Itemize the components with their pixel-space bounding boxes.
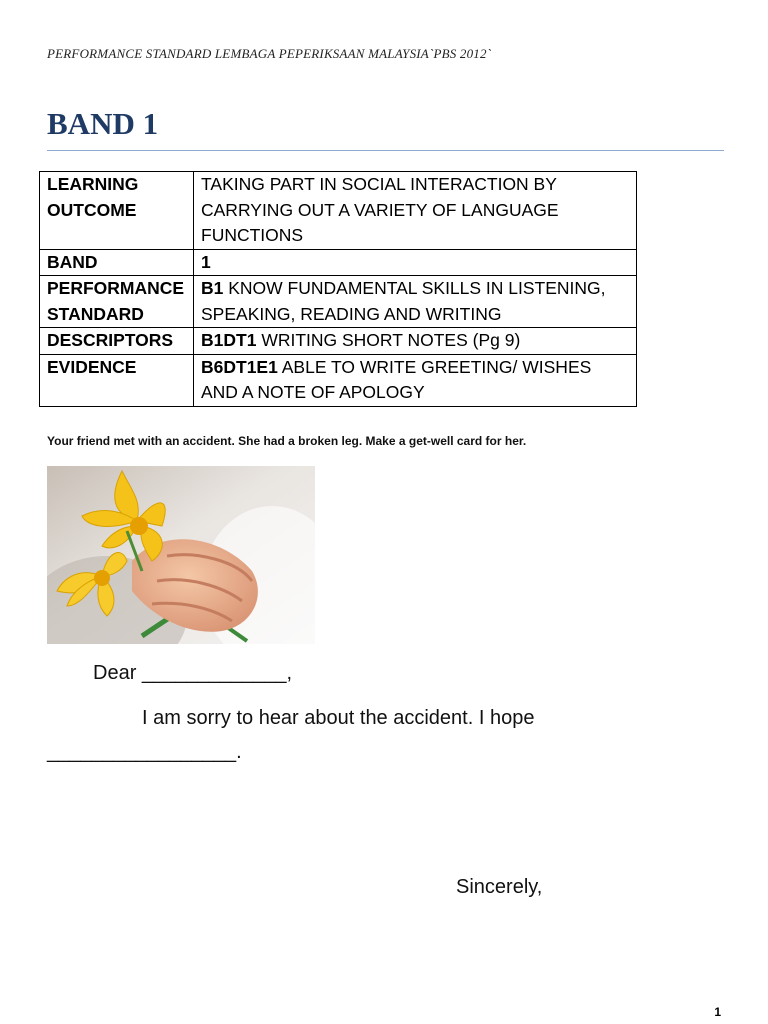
letter-greeting: Dear _____________,: [93, 662, 293, 684]
letter-body-line2: _________________.: [47, 741, 242, 763]
row-value-text: ABLE TO WRITE GREETING/ WISHES AND A NOTE OF APOLOGY: [201, 356, 592, 402]
row-key: DESCRIPTORS: [40, 328, 194, 355]
row-value: [194, 249, 637, 276]
row-code: 1: [201, 251, 211, 272]
row-value-text: KNOW FUNDAMENTAL SKILLS IN LISTENING, SPEAKING, READING AND WRITING: [201, 278, 606, 324]
row-key: LEARNING OUTCOME: [40, 172, 194, 250]
table-row: [40, 354, 637, 406]
row-code: B1: [201, 278, 224, 298]
row-code: B6DT1E1: [201, 356, 278, 377]
page-number: 1: [714, 1005, 721, 1019]
row-code: B1DT1: [201, 330, 257, 350]
row-key: BAND: [40, 249, 194, 276]
row-value-text: TAKING PART IN SOCIAL INTERACTION BY CARRYING OUT A VARIETY OF LANGUAGE FUNCTIONS: [201, 174, 559, 245]
page-title: BAND 1: [47, 106, 159, 141]
title-underline: [47, 150, 724, 151]
row-value: [194, 276, 637, 328]
performance-standard-table: [39, 171, 637, 407]
table-row: [40, 172, 637, 250]
table-row: [40, 328, 637, 355]
row-value: [194, 354, 637, 406]
row-key: PERFORMANCE STANDARD: [40, 276, 194, 328]
row-value: [194, 328, 637, 355]
row-value: [194, 172, 637, 250]
letter-body-line1: I am sorry to hear about the accident. I hope: [142, 707, 535, 729]
table-row: [40, 276, 637, 328]
row-value-text: WRITING SHORT NOTES (Pg 9): [261, 330, 521, 350]
row-key: EVIDENCE: [40, 354, 194, 406]
letter-closing: Sincerely,: [456, 876, 543, 898]
daffodil-hands-photo: [47, 466, 315, 644]
page-header: PERFORMANCE STANDARD LEMBAGA PEPERIKSAAN MALAYSIA`PBS 2012`: [47, 46, 492, 61]
table-row: [40, 249, 637, 276]
task-instruction: Your friend met with an accident. She had a broken leg. Make a get-well card for her.: [47, 434, 527, 448]
